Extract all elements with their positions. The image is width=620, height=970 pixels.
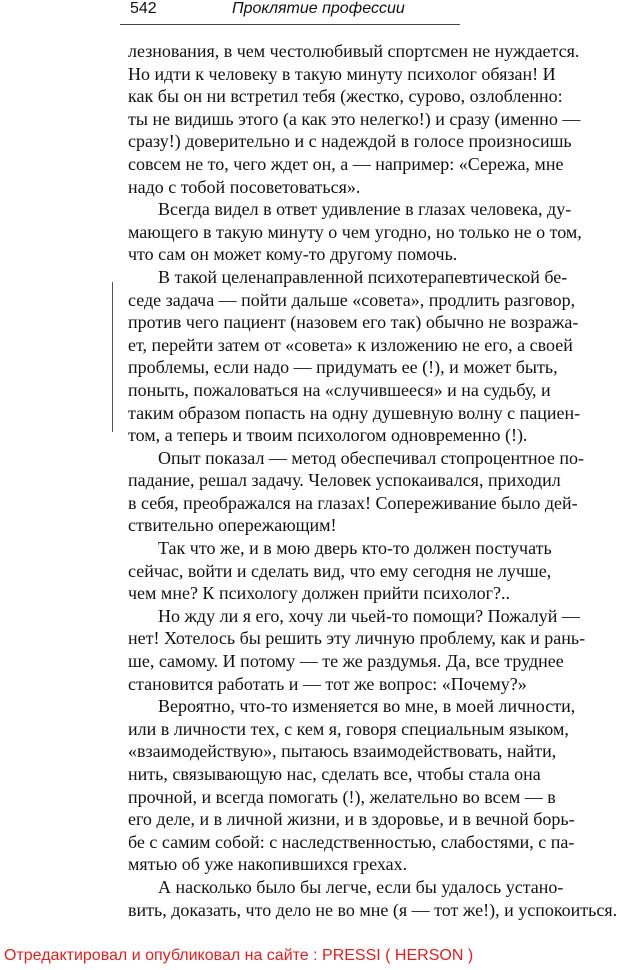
text-line: надо с тобой посоветоваться». — [128, 176, 361, 197]
text-line: Так что же, и в мою дверь кто-то должен постучать — [158, 538, 552, 559]
text-line: Но идти к человеку в такую минуту психолог обязан! И — [128, 63, 556, 84]
text-line: ты не видишь этого (а как это нелегко!) и сразу (именно — — [128, 108, 581, 129]
text-line: в себя, преображался на глазах! Сопереживание было дей- — [128, 492, 578, 513]
text-line: или в личности тех, с кем я, говоря специальным языком, — [128, 718, 569, 739]
text-line: падание, решал задачу. Человек успокаивался, приходил — [128, 470, 561, 491]
text-line: против чего пациент (назовем его так) обычно не возража- — [128, 312, 579, 333]
text-line: лезнования, в чем честолюбивый спортсмен не нуждается. — [128, 41, 580, 61]
text-line: В такой целенаправленной психотерапевтической бе- — [158, 266, 568, 287]
text-line: сразу!) доверительно и с надеждой в голосе произносишь — [128, 131, 572, 152]
text-line: как бы он ни встретил тебя (жестко, сурово, озлобленно: — [128, 86, 563, 107]
text-line: мятью об уже накопившихся грехах. — [128, 854, 408, 875]
text-line: нет! Хотелось бы решить эту личную проблему, как и рань- — [128, 628, 586, 649]
publisher-footer: Отредактировал и опубликовал на сайте : PRESSI ( HERSON ) — [4, 947, 474, 964]
text-line: ет, перейти затем от «совета» к изложению не его, а своей — [128, 334, 573, 355]
text-line: нить, связывающую нас, сделать все, чтобы стала она — [128, 764, 541, 784]
text-line: что сам он может кому-то другому помочь. — [128, 244, 458, 265]
text-line: его деле, и в личной жизни, и в здоровье, и в вечной борь- — [128, 809, 575, 830]
text-line: Всегда видел в ответ удивление в глазах человека, ду- — [158, 199, 572, 220]
text-line: седе задача — пойти дальше «совета», продлить разговор, — [128, 289, 576, 310]
text-line: Вероятно, что-то изменяется во мне, в моей личности, — [158, 696, 576, 717]
text-line: ше, самому. И потому — те же раздумья. Да, все труднее — [128, 651, 564, 672]
text-line: вить, доказать, что дело не во мне (я — тот же!), и успокоиться. — [128, 899, 618, 920]
text-line: бе с самим собой: с наследственностью, слабостями, с па- — [128, 831, 575, 852]
text-line: ствительно опережающим! — [128, 515, 337, 536]
text-line: таким образом попасть на одну душевную волну с пациен- — [128, 402, 581, 423]
text-line: сейчас, войти и сделать вид, что ему сегодня не лучше, — [128, 560, 552, 581]
text-line: чем мне? К психологу должен прийти психолог?.. — [128, 583, 510, 604]
text-line: «взаимодействую», пытаюсь взаимодействовать, найти, — [128, 741, 557, 762]
running-title: Проклятие профессии — [232, 0, 405, 17]
margin-mark — [112, 282, 113, 432]
page-number: 542 — [130, 0, 157, 17]
text-line: А насколько было бы легче, если бы удалось устано- — [158, 876, 564, 897]
text-line: проблемы, если надо — придумать ее (!), и может быть, — [128, 357, 558, 378]
text-line: Но жду ли я его, хочу ли чьей-то помощи? Пожалуй — — [158, 605, 580, 626]
text-line: прочной, и всегда помогать (!), желательно во всем — в — [128, 786, 556, 807]
text-line: мающего в такую минуту о чем угодно, но только не о том, — [128, 221, 582, 242]
text-line: том, а теперь и твоим психологом одновременно (!). — [128, 425, 528, 446]
text-line: поныть, пожаловаться на «случившееся» и на судьбу, и — [128, 379, 551, 400]
body-text — [128, 40, 620, 921]
text-line: становится работать и — тот же вопрос: «Почему?» — [128, 673, 527, 694]
text-line: совсем не то, чего ждет он, а — например: «Сережа, мне — [128, 153, 564, 174]
text-line: Опыт показал — метод обеспечивал стопроцентное по- — [158, 447, 585, 468]
page-header — [120, 0, 460, 25]
